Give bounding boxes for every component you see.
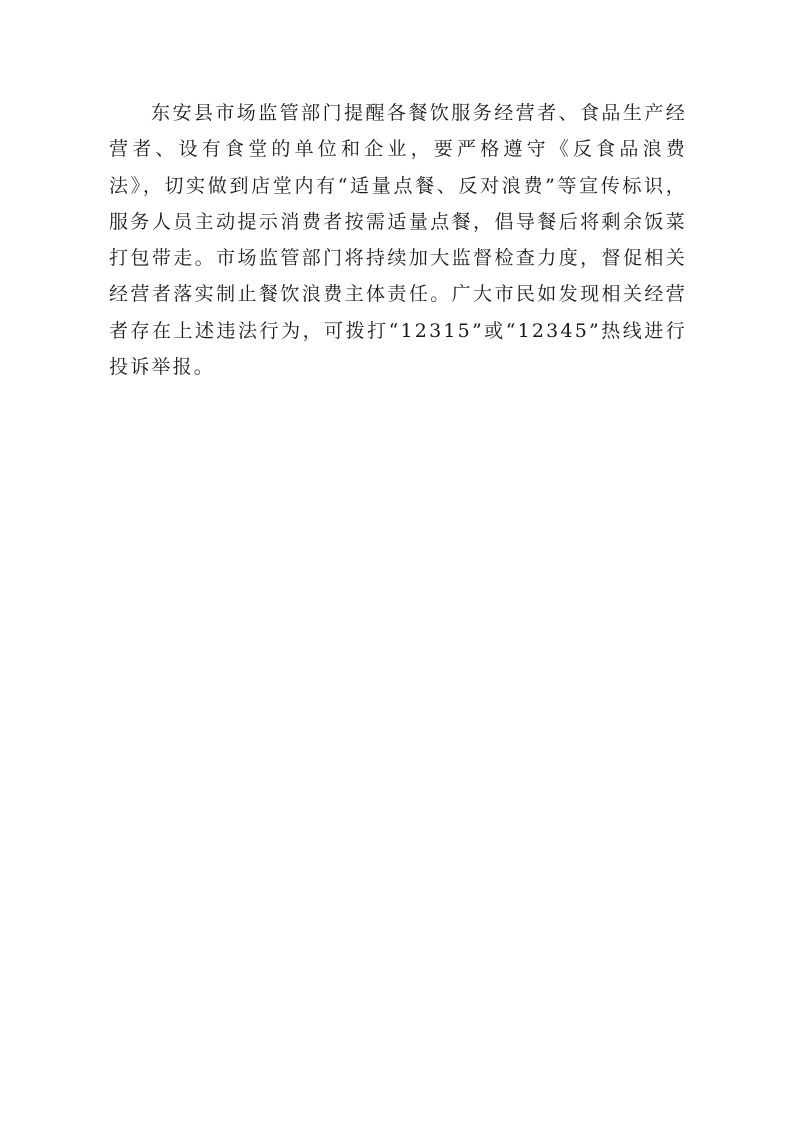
document-body [109,95,687,385]
body-paragraph: 东安县市场监管部门提醒各餐饮服务经营者、食品生产经营者、设有食堂的单位和企业，要严格遵守《反食品浪费法》，切实做到店堂内有“适量点餐、反对浪费”等宣传标识，服务人员主动提示消费者按需适量点餐，倡导餐后将剩余饭菜打包带走。市场监管部门将持续加大监督检查力度，督促相关经营者落实制止餐饮浪费主体责任。广大市民如发现相关经营者存在上述违法行为，可拨打“12315”或“12345”热线进行投诉举报。 [109,102,687,379]
